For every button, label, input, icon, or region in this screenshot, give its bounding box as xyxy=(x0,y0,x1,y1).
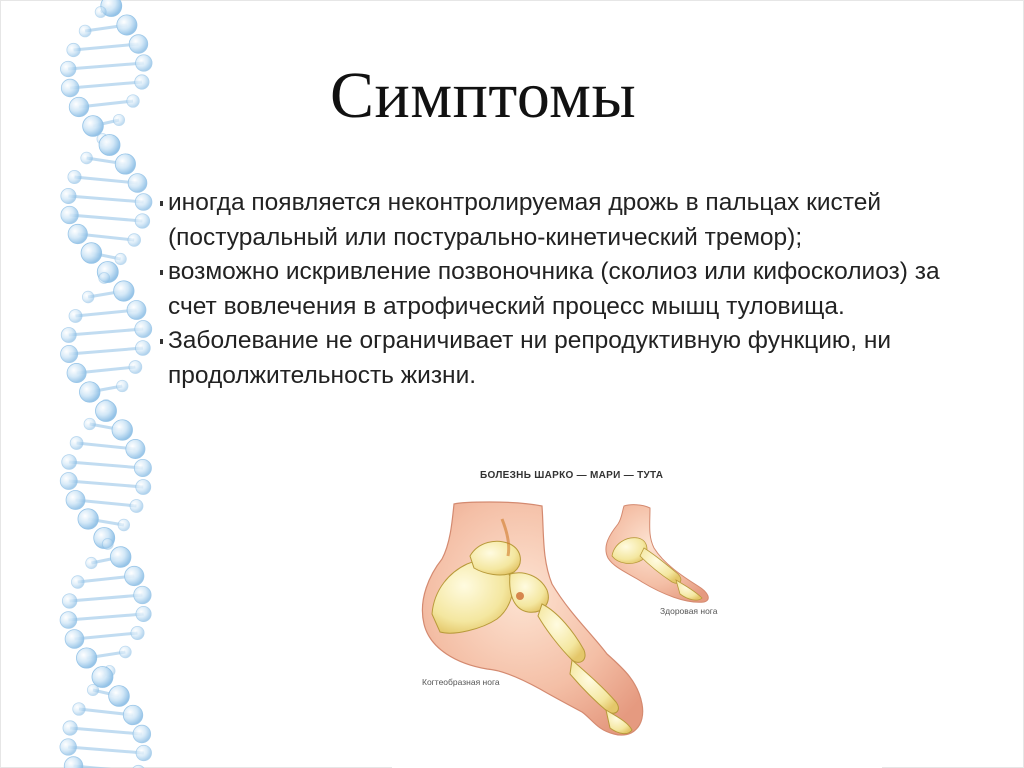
dna-sphere xyxy=(136,606,151,621)
dna-sphere xyxy=(76,648,96,668)
dna-sphere xyxy=(102,538,113,549)
dna-sphere xyxy=(99,135,120,156)
dna-rung xyxy=(70,82,142,88)
dna-sphere xyxy=(63,721,77,735)
dna-sphere xyxy=(86,557,97,568)
dna-sphere xyxy=(78,509,98,529)
symptom-item-tremor: иногда появляется неконтролируемая дрожь в пальцах кистей (постуральный или постурально-кинетический тремор); xyxy=(160,186,990,255)
dna-sphere xyxy=(73,703,85,715)
foot-illustration xyxy=(392,464,882,768)
dna-sphere xyxy=(99,272,110,283)
dna-rung xyxy=(69,348,143,354)
dna-rung xyxy=(69,329,144,335)
dna-sphere xyxy=(83,116,104,137)
claw-foot-label: Когтеобразная нога xyxy=(422,677,500,687)
dna-sphere xyxy=(61,79,79,97)
dna-sphere xyxy=(70,437,83,450)
healthy-foot-icon xyxy=(606,505,708,603)
dna-sphere xyxy=(117,380,128,391)
dna-sphere xyxy=(128,174,147,193)
slide-title: Симптомы xyxy=(330,59,637,132)
dna-sphere xyxy=(114,281,134,301)
dna-sphere xyxy=(67,43,80,56)
dna-sphere xyxy=(68,170,81,183)
dna-sphere xyxy=(81,243,102,264)
dna-rung xyxy=(68,63,144,69)
dna-sphere xyxy=(131,626,144,639)
dna-sphere xyxy=(133,725,151,743)
dna-sphere xyxy=(110,547,131,568)
dna-sphere xyxy=(112,420,133,441)
dna-sphere xyxy=(71,576,84,589)
dna-sphere xyxy=(136,745,151,760)
dna-sphere xyxy=(60,612,77,629)
dna-sphere xyxy=(68,224,87,243)
symptom-list xyxy=(160,186,990,393)
dna-rung xyxy=(69,462,143,468)
dna-sphere xyxy=(61,345,78,362)
dna-sphere xyxy=(79,25,91,37)
dna-sphere xyxy=(120,646,132,658)
dna-sphere xyxy=(135,75,149,89)
dna-sphere xyxy=(60,739,77,756)
dna-sphere xyxy=(84,418,95,429)
dna-rung xyxy=(68,196,143,202)
dna-sphere xyxy=(129,35,148,54)
symptom-item-prognosis: Заболевание не ограничивает ни репродуктивную функцию, ни продолжительность жизни. xyxy=(160,324,990,393)
dna-sphere xyxy=(81,152,93,164)
dna-sphere xyxy=(126,439,145,458)
dna-sphere xyxy=(134,459,151,476)
dna-sphere xyxy=(135,321,152,338)
dna-sphere xyxy=(117,15,137,35)
dna-sphere xyxy=(109,686,130,707)
dna-sphere xyxy=(115,154,135,174)
dna-sphere xyxy=(69,97,89,117)
dna-sphere xyxy=(60,61,75,76)
dna-sphere xyxy=(135,341,150,356)
dna-sphere xyxy=(118,519,130,531)
dna-rung xyxy=(70,728,142,734)
dna-rung xyxy=(68,747,144,753)
symptom-item-scoliosis: возможно искривление позвоночника (сколиоз или кифосколиоз) за счет вовлечения в атрофический процесс мышц туловища. xyxy=(160,255,990,324)
dna-sphere xyxy=(136,55,153,72)
dna-sphere xyxy=(62,455,77,470)
dna-sphere xyxy=(135,214,150,229)
dna-sphere xyxy=(61,188,76,203)
dna-sphere xyxy=(60,473,77,490)
dna-sphere xyxy=(123,705,143,725)
dna-sphere xyxy=(64,757,83,768)
illustration-heading: БОЛЕЗНЬ ШАРКО — МАРИ — ТУТА xyxy=(480,470,664,481)
dna-helix-icon xyxy=(48,0,178,768)
dna-sphere xyxy=(62,594,77,609)
dna-sphere xyxy=(96,401,117,422)
dna-rung xyxy=(70,215,143,221)
dna-sphere xyxy=(65,630,84,649)
dna-sphere xyxy=(115,253,126,264)
dna-sphere xyxy=(113,114,124,125)
dna-sphere xyxy=(128,234,141,247)
dna-rung xyxy=(69,481,144,487)
dna-strand xyxy=(60,0,152,768)
dna-sphere xyxy=(129,361,142,374)
dna-sphere xyxy=(135,194,152,211)
dna-sphere xyxy=(130,499,143,512)
dna-rung xyxy=(68,614,143,620)
dna-sphere xyxy=(79,382,100,403)
dna-sphere xyxy=(125,566,144,585)
dna-sphere xyxy=(66,491,85,510)
dna-rung xyxy=(70,595,143,601)
dna-sphere xyxy=(136,479,151,494)
dna-sphere xyxy=(127,301,146,320)
dna-sphere xyxy=(87,684,98,695)
dna-sphere xyxy=(61,327,76,342)
dna-sphere xyxy=(95,6,106,17)
dna-rung xyxy=(74,44,139,50)
foot-drawing xyxy=(392,464,882,768)
dna-sphere xyxy=(61,206,78,223)
dna-sphere xyxy=(69,309,82,322)
healthy-foot-label: Здоровая нога xyxy=(660,606,718,616)
dna-sphere xyxy=(82,291,94,303)
dna-sphere xyxy=(67,363,86,382)
dna-sphere xyxy=(127,95,139,107)
dna-sphere xyxy=(134,586,151,603)
